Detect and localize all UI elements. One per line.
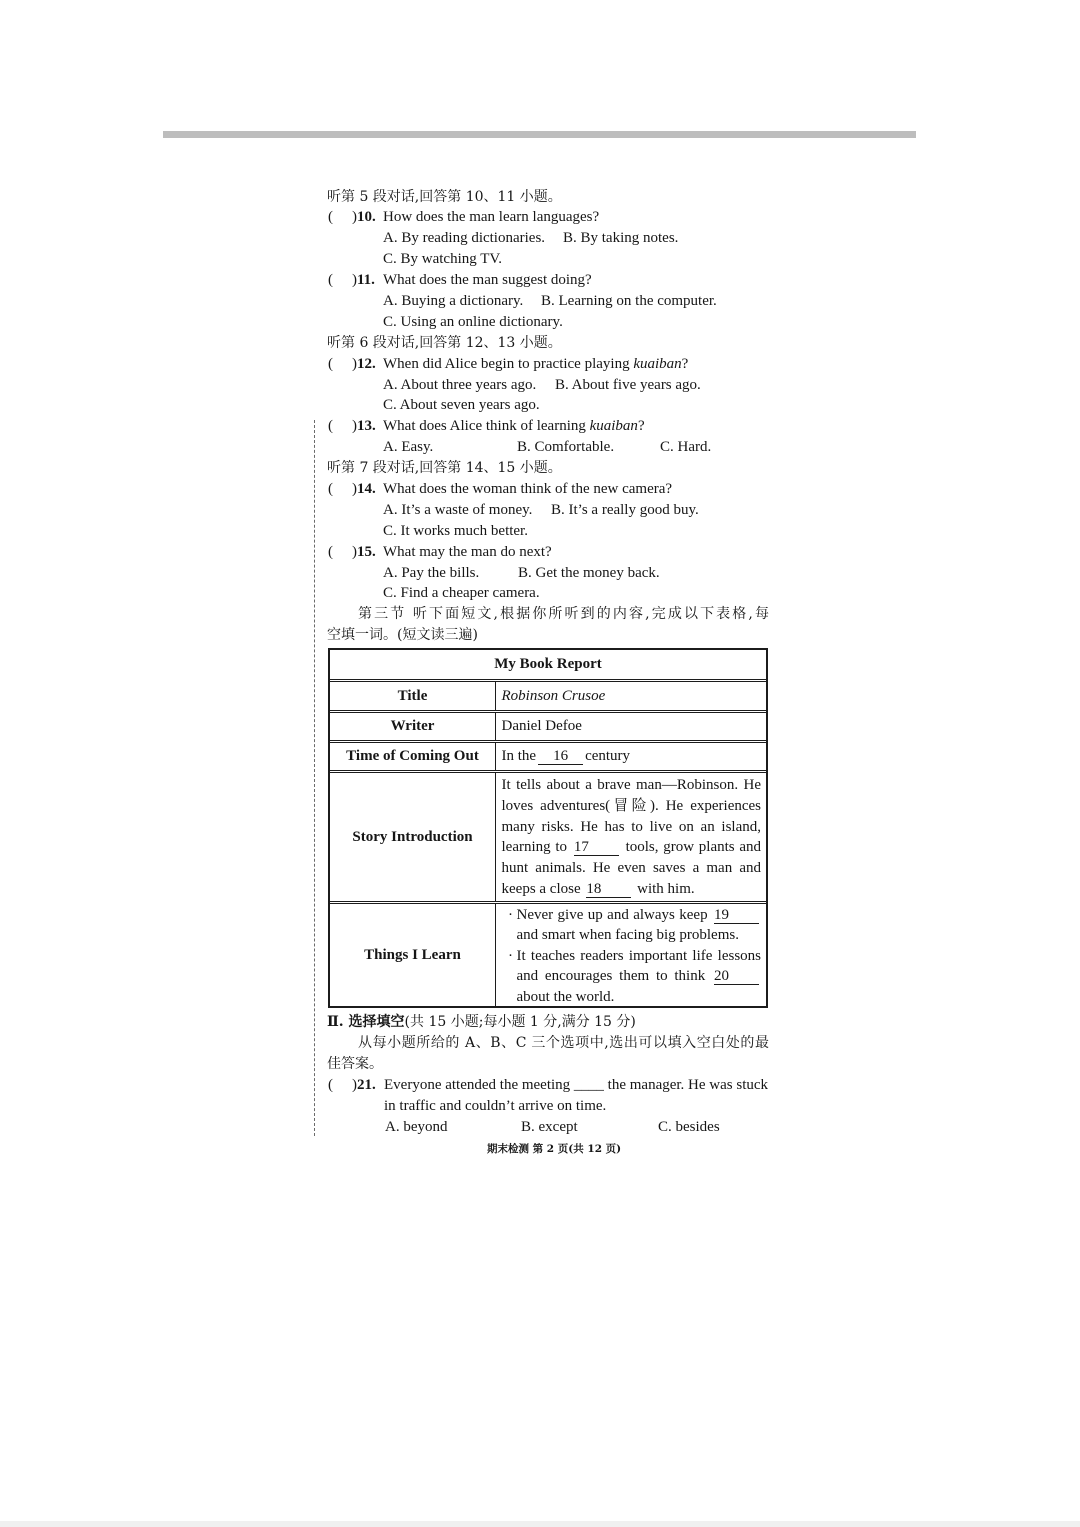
section-2-instruction-line-1: 从每小题所给的 A、B、C 三个选项中,选出可以填入空白处的最 xyxy=(358,1034,769,1051)
option-a: A. By reading dictionaries. xyxy=(383,230,546,247)
question-14 xyxy=(327,479,769,500)
time-text-before: In the xyxy=(501,748,537,764)
question-number: 13. xyxy=(357,418,376,435)
table-title: My Book Report xyxy=(494,656,602,672)
question-stem: What does the man suggest doing? xyxy=(383,272,592,289)
learn-line xyxy=(496,966,761,987)
question-10-options-row-2 xyxy=(327,249,769,270)
things-learned-cell xyxy=(495,904,766,1006)
row-label: Title xyxy=(397,687,428,704)
answer-paren-close: ) xyxy=(352,418,357,435)
option-a: A. Pay the bills. xyxy=(383,564,480,581)
question-14-options-row-1 xyxy=(327,500,769,521)
dialogue-6-heading: 听第 6 段对话,回答第 12、13 小题。 xyxy=(327,334,562,351)
question-10-options-row-1 xyxy=(327,228,769,249)
section-2-score-note: (共 15 小题;每小题 1 分,满分 15 分) xyxy=(404,1013,636,1030)
row-label: Writer xyxy=(390,718,435,734)
writer-value: Daniel Defoe xyxy=(501,718,582,734)
question-21 xyxy=(327,1075,769,1096)
stem-end: ? xyxy=(637,418,645,435)
section-2-multiple-choice xyxy=(327,1012,769,1138)
option-b: B. except xyxy=(521,1118,578,1135)
question-stem: What may the man do next? xyxy=(383,543,552,560)
row-label: Time of Coming Out xyxy=(346,748,479,764)
story-line: It tells about a brave man—Robinson. He xyxy=(501,777,761,793)
option-c: C. Using an online dictionary. xyxy=(383,313,563,330)
learn-line xyxy=(496,905,761,926)
top-gray-bar xyxy=(163,131,916,138)
question-21-stem-continued xyxy=(327,1096,769,1117)
listening-section xyxy=(327,187,769,647)
question-15-options-row-2 xyxy=(327,583,769,604)
learn-line: and smart when facing big problems. xyxy=(516,927,739,944)
scan-bottom-edge xyxy=(0,1521,1080,1527)
section-2-title: Ⅱ. 选择填空 xyxy=(327,1013,405,1030)
book-report-table xyxy=(328,648,768,1008)
question-stem xyxy=(383,354,688,375)
blank-18: 18 xyxy=(586,882,631,898)
question-14-options-row-2 xyxy=(327,521,769,542)
blank-20: 20 xyxy=(714,969,759,985)
option-a: A. It’s a waste of money. xyxy=(383,501,533,518)
question-12 xyxy=(327,354,769,375)
question-13 xyxy=(327,416,769,437)
section-2-instruction-line-2: 佳答案。 xyxy=(327,1055,383,1072)
question-stem: What does the woman think of the new camera? xyxy=(383,480,673,497)
question-11-options-row-1 xyxy=(327,291,769,312)
question-stem xyxy=(383,416,645,437)
answer-paren-open: ( xyxy=(328,480,333,497)
learn-line xyxy=(496,946,761,967)
question-12-options-row-2 xyxy=(327,395,769,416)
answer-paren-open: ( xyxy=(328,418,333,435)
table-row-writer xyxy=(330,710,766,740)
story-text: tools, grow plants and xyxy=(625,839,762,856)
question-12-options-row-1 xyxy=(327,375,769,396)
answer-paren-close: ) xyxy=(352,355,357,372)
stem-italic-word: kuaiban xyxy=(633,355,682,372)
answer-paren-close: ) xyxy=(352,543,357,560)
option-a: A. Buying a dictionary. xyxy=(383,292,524,309)
question-number: 15. xyxy=(357,543,376,560)
row-label-cell xyxy=(330,682,495,710)
option-c: C. By watching TV. xyxy=(383,251,503,268)
stem-text: What does Alice think of learning xyxy=(383,418,590,435)
row-value-cell xyxy=(495,743,766,770)
option-a: A. Easy. xyxy=(383,439,434,456)
section-3-instruction-line-2 xyxy=(327,625,769,646)
question-stem: Everyone attended the meeting ____ the manager. He was stuck xyxy=(384,1076,769,1093)
row-value-cell xyxy=(495,713,766,740)
option-b: B. Learning on the computer. xyxy=(541,292,717,309)
option-c: C. Find a cheaper camera. xyxy=(383,585,540,602)
answer-paren-close: ) xyxy=(352,272,357,289)
question-21-options-row xyxy=(327,1117,769,1138)
question-number: 21. xyxy=(357,1076,376,1093)
binding-margin-dashed-line xyxy=(314,420,315,1136)
blank-17: 17 xyxy=(574,840,619,856)
stem-end: ? xyxy=(681,355,689,372)
option-c: C. About seven years ago. xyxy=(383,397,540,414)
question-stem: in traffic and couldn’t arrive on time. xyxy=(384,1097,607,1114)
table-row-title xyxy=(330,679,766,710)
answer-paren-open: ( xyxy=(328,272,333,289)
time-text-after: century xyxy=(585,748,631,764)
question-10 xyxy=(327,207,769,228)
question-11 xyxy=(327,270,769,291)
option-c: C. It works much better. xyxy=(383,522,528,539)
answer-paren-open: ( xyxy=(328,355,333,372)
question-13-options-row xyxy=(327,437,769,458)
answer-paren-close: ) xyxy=(352,1076,357,1093)
story-text: learning to xyxy=(501,839,568,856)
option-b: B. By taking notes. xyxy=(563,230,679,247)
option-a: A. beyond xyxy=(385,1118,448,1135)
option-c: C. Hard. xyxy=(660,439,712,456)
section-3-instruction-line-1: 第三节 听下面短文,根据你所听到的内容,完成以下表格,每 xyxy=(358,606,769,623)
question-stem: How does the man learn languages? xyxy=(383,209,600,226)
learn-text: It teaches readers important life lessons xyxy=(516,947,761,964)
answer-paren-open: ( xyxy=(328,209,333,226)
option-b: B. It’s a really good buy. xyxy=(551,501,699,518)
table-row-story xyxy=(330,770,766,901)
row-label-cell xyxy=(330,773,495,901)
learn-line: about the world. xyxy=(516,988,615,1005)
option-b: B. Comfortable. xyxy=(517,439,615,456)
option-b: B. About five years ago. xyxy=(555,376,701,393)
blank-16: 16 xyxy=(538,749,583,765)
row-label: Story Introduction xyxy=(352,828,473,845)
question-11-options-row-2 xyxy=(327,312,769,333)
learn-text: Never give up and always keep xyxy=(516,906,708,923)
table-row-time xyxy=(330,740,766,770)
dialogue-7-heading: 听第 7 段对话,回答第 14、15 小题。 xyxy=(327,460,562,477)
story-text-cell xyxy=(495,773,766,901)
question-15-options-row-1 xyxy=(327,563,769,584)
page-footer: 期末检测 第 2 页(共 12 页) xyxy=(487,1143,622,1155)
story-text: with him. xyxy=(637,880,695,897)
instruction-text: 空填一词。 xyxy=(327,627,397,644)
story-line: many risks. He has to live on an island, xyxy=(501,818,761,835)
answer-paren-open: ( xyxy=(328,1076,333,1093)
stem-italic-word: kuaiban xyxy=(589,418,638,435)
book-title-value: Robinson Crusoe xyxy=(501,687,606,704)
instruction-note: (短文读三遍) xyxy=(397,627,478,644)
story-text: keeps a close xyxy=(501,880,581,897)
bullet-icon: · xyxy=(508,906,513,923)
question-number: 14. xyxy=(357,480,376,497)
question-number: 11. xyxy=(357,272,375,289)
story-line: loves adventures(冒险). He experiences xyxy=(501,797,761,814)
table-row-things-learned xyxy=(330,901,766,1006)
dialogue-5-heading: 听第 5 段对话,回答第 10、11 小题。 xyxy=(327,188,562,205)
row-label-cell xyxy=(330,713,495,740)
row-value-cell xyxy=(495,682,766,710)
table-header-row xyxy=(330,650,766,679)
bullet-icon: · xyxy=(508,947,513,964)
story-line xyxy=(502,879,762,900)
stem-text: When did Alice begin to practice playing xyxy=(383,355,634,372)
learn-text: and encourages them to think xyxy=(516,968,706,985)
story-line: hunt animals. He even saves a man and xyxy=(501,860,761,877)
answer-paren-open: ( xyxy=(328,543,333,560)
section-2-heading xyxy=(327,1012,769,1033)
option-b: B. Get the money back. xyxy=(518,564,660,581)
answer-paren-close: ) xyxy=(352,209,357,226)
question-number: 10. xyxy=(357,209,376,226)
question-number: 12. xyxy=(357,355,376,372)
option-c: C. besides xyxy=(658,1118,720,1135)
row-label: Things I Learn xyxy=(364,946,461,963)
row-label-cell xyxy=(330,904,495,1006)
row-label-cell xyxy=(330,743,495,770)
question-15 xyxy=(327,542,769,563)
option-a: A. About three years ago. xyxy=(383,376,537,393)
story-line xyxy=(502,837,762,858)
answer-paren-close: ) xyxy=(352,480,357,497)
blank-19: 19 xyxy=(714,908,759,924)
